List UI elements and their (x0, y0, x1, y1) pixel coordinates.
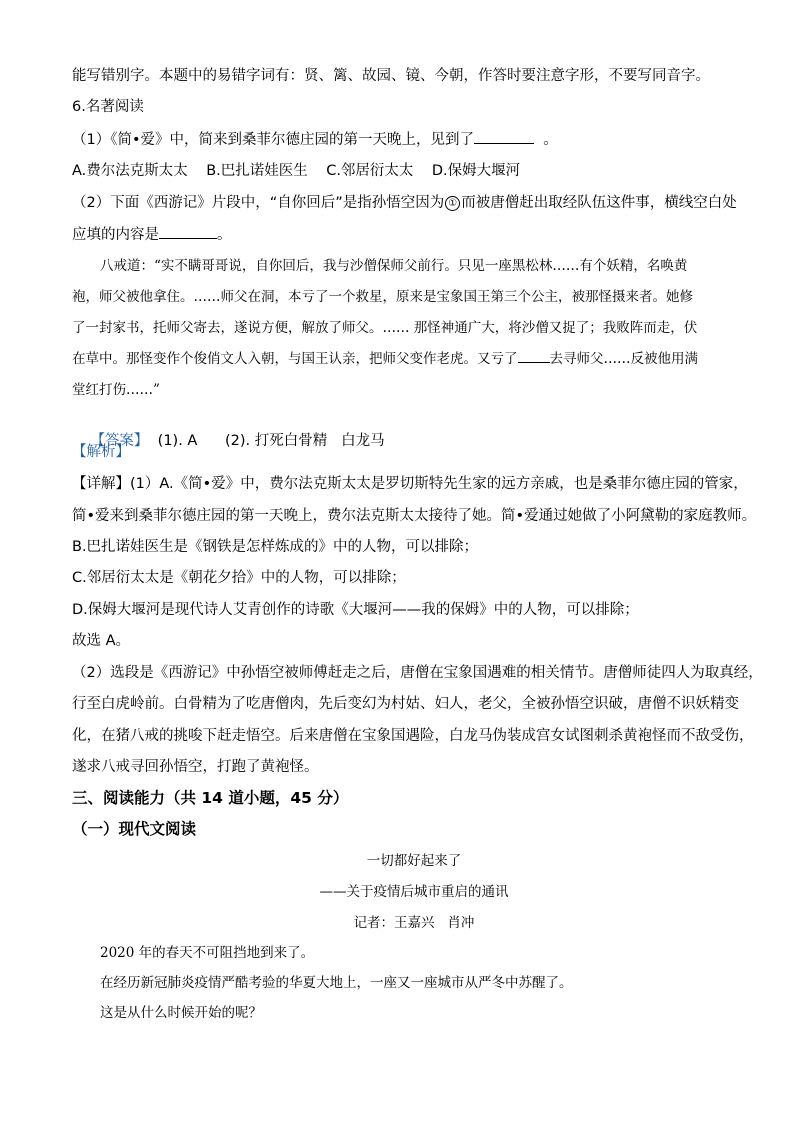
question-6-2-text-c: 应填的内容是 (72, 227, 159, 243)
article-paragraph: 这是从什么时候开始的呢？ (100, 1005, 262, 1021)
excerpt-line: 堂红打伤……” (72, 382, 160, 398)
detail-line: B.巴扎诺娃医生是《钢铁是怎样炼成的》中的人物，可以排除； (72, 539, 479, 555)
detail-line: C.邻居衍太太是《朝花夕拾》中的人物，可以排除； (72, 570, 406, 586)
question-6-heading: 6.名著阅读 (72, 99, 144, 115)
question-6-1-text: （1）《简•爱》中，简来到桑菲尔德庄园的第一天晚上，见到了 (72, 132, 475, 148)
question-6-1-options: A.费尔法克斯太太 B.巴扎诺娃医生 C.邻居衍太太 D.保姆大堰河 (72, 163, 521, 179)
excerpt-line: 袍，师父被他拿住。……师父在洞，本亏了一个救星，原来是宝象国王第三个公主，被那怪摄来者。她修 (72, 289, 693, 305)
answer-blank (474, 129, 534, 144)
detail-tag: 【详解】 (72, 476, 130, 492)
excerpt-line: 八戒道：“实不瞒哥哥说，自你回后，我与沙僧保师父前行。只见一座黑松林……有个妖精，名唤黄 (100, 258, 688, 274)
question-6-2-end: 。 (217, 227, 232, 243)
detail-line: 行至白虎岭前。白骨精为了吃唐僧肉，先后变幻为村姑、妇人，老父，全被孙悟空识破，唐僧不识妖精变 (72, 696, 739, 712)
detail-line: 简•爱来到桑菲尔德庄园的第一天晚上，费尔法克斯太太接待了她。简•爱通过她做了小阿黛勒的家庭教师。 (72, 508, 757, 524)
detail-line: 化，在猪八戒的挑唆下赶走悟空。后来唐僧在宝象国遇险，白龙马伪装成宫女试图刺杀黄袍怪而不敌受伤， (72, 728, 754, 744)
detail-line: 故选 A。 (72, 633, 131, 649)
excerpt-text: 去寻师父……反被他用满 (549, 351, 698, 367)
detail-line: （2）选段是《西游记》中孙悟空被师傅赶走之后，唐僧在宝象国遇难的相关情节。唐僧师徒四人为取真经， (72, 665, 763, 681)
question-6-2 (72, 193, 737, 213)
answer-tag: 【答案】 (90, 433, 149, 449)
answer-blank (159, 224, 217, 239)
article-paragraph: 在经历新冠肺炎疫情严酷考验的华夏大地上，一座又一座城市从严冬中苏醒了。 (100, 975, 573, 991)
article-title: 一切都好起来了 (366, 853, 462, 869)
detail-text: (1）A.《简•爱》中，费尔法克斯太太是罗切斯特先生家的远方亲戚，也是桑菲尔德庄园的管家， (130, 476, 748, 492)
detail-line: D.保姆大堰河是现代诗人艾青创作的诗歌《大堰河——我的保姆》中的人物，可以排除； (72, 602, 639, 618)
question-6-2-text-b: 而被唐僧赶出取经队伍这件事，横线空白处 (461, 195, 737, 211)
answer-text: (1). A (2). 打死白骨精 白龙马 (148, 433, 385, 449)
article-authors: 记者：王嘉兴 肖冲 (353, 915, 475, 931)
section-heading: 三、阅读能力（共 14 道小题，45 分） (72, 789, 349, 807)
analysis-tag: 【解析】 (72, 444, 130, 460)
question-6-2-cont (72, 224, 232, 245)
answer-line (72, 411, 385, 471)
answer-blank (518, 350, 550, 363)
subsection-heading: （一）现代文阅读 (72, 820, 197, 838)
article-subtitle: ——关于疫情后城市重启的通讯 (319, 884, 509, 900)
excerpt-text: 在草中。那怪变作个俊俏文人入朝，与国王认亲，把师父变作老虎。又亏了 (72, 351, 518, 367)
excerpt-line (72, 349, 698, 369)
question-6-1 (72, 129, 558, 150)
detail-line (72, 474, 748, 494)
excerpt-line: 了一封家书，托师父寄去，遂说方便，解放了师父。…… 那怪神通广大，将沙僧又捉了；我败阵而走，伏 (72, 320, 698, 336)
intro-line: 能写错别字。本题中的易错字词有：贤、篱、故园、镜、今朝，作答时要注意字形，不要写同音字。 (72, 68, 710, 84)
circled-number: ① (445, 196, 460, 211)
question-6-1-end: 。 (543, 132, 558, 148)
question-6-2-text-a: （2）下面《西游记》片段中，“自你回后”是指孙悟空因为 (72, 195, 445, 211)
article-paragraph: 2020 年的春天不可阻挡地到来了。 (100, 945, 315, 961)
detail-line: 遂求八戒寻回孙悟空，打跑了黄袍怪。 (72, 759, 319, 775)
